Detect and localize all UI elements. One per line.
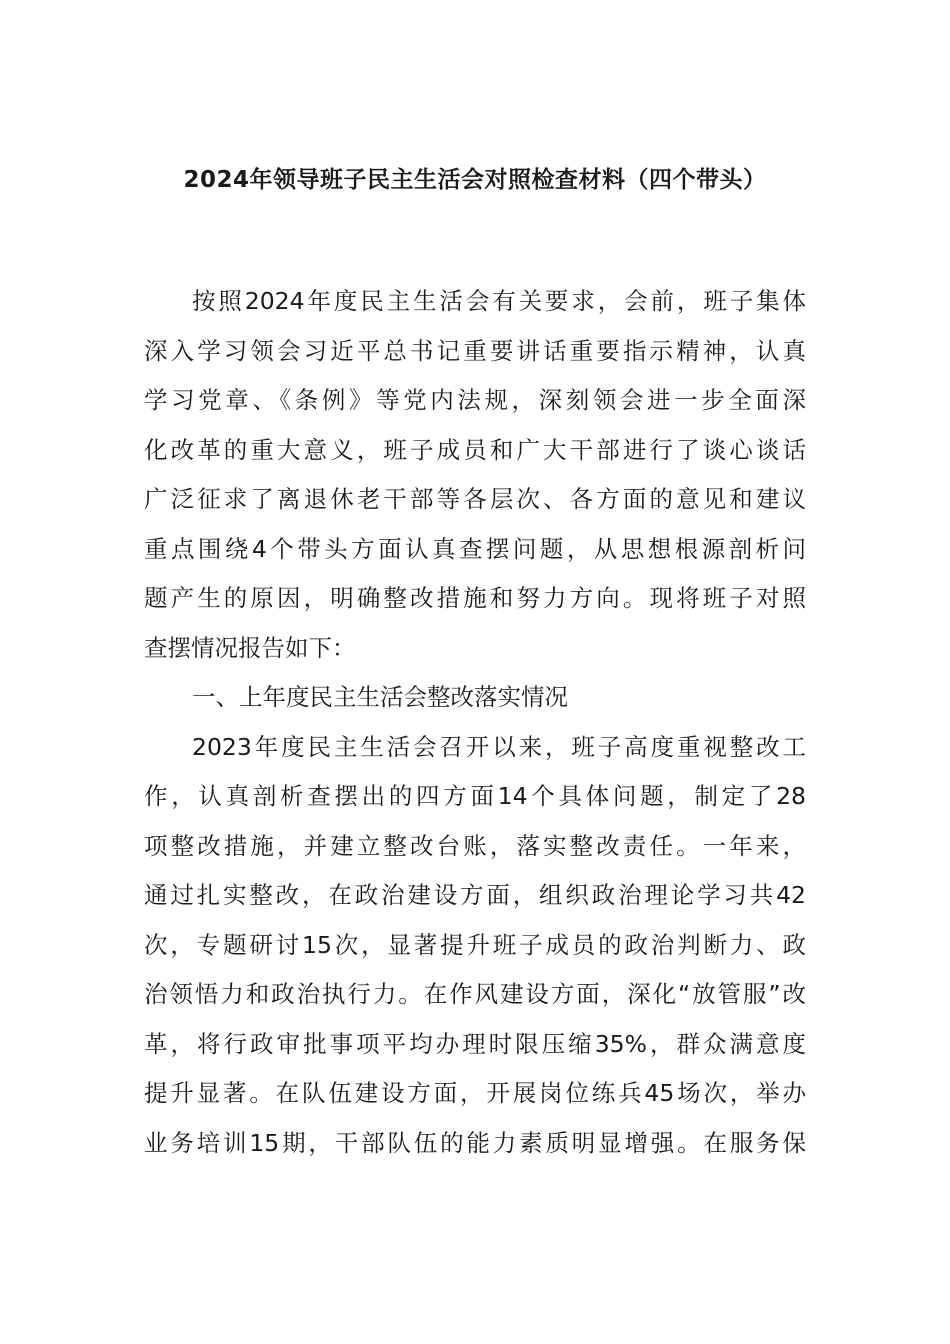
paragraph-line: 题产生的原因，明确整改措施和努力方向。现将班子对照 — [144, 584, 806, 612]
paragraph-line: 重点围绕4个带头方面认真查摆问题，从思想根源剖析问 — [144, 534, 806, 563]
paragraph-line: 业务培训15期，干部队伍的能力素质明显增强。在服务保 — [144, 1128, 806, 1157]
paragraph-line: 广泛征求了离退休老干部等各层次、各方面的意见和建议 — [144, 485, 806, 513]
paragraph-line: 化改革的重大意义，班子成员和广大干部进行了谈心谈话 — [144, 435, 806, 464]
paragraph-line: 按照2024年度民主生活会有关要求，会前，班子集体 — [192, 287, 806, 315]
paragraph-line: 治领悟力和政治执行力。在作风建设方面，深化“放管服”改 — [144, 980, 806, 1008]
paragraph-line: 次，专题研讨15次，显著提升班子成员的政治判断力、政 — [144, 930, 806, 959]
paragraph-line: 项整改措施，并建立整改台账，落实整改责任。一年来， — [144, 831, 806, 860]
section-heading: 一、上年度民主生活会整改落实情况 — [192, 683, 568, 711]
paragraph-line: 2023年度民主生活会召开以来，班子高度重视整改工 — [192, 732, 806, 761]
paragraph-line: 深入学习领会习近平总书记重要讲话重要指示精神，认真 — [144, 336, 806, 365]
document-title: 2024年领导班子民主生活会对照检查材料（四个带头） — [183, 167, 767, 193]
paragraph-line: 作，认真剖析查摆出的四方面14个具体问题，制定了28 — [144, 782, 806, 810]
paragraph-line: 学习党章、《条例》等党内法规，深刻领会进一步全面深 — [144, 386, 806, 414]
paragraph-line: 通过扎实整改，在政治建设方面，组织政治理论学习共42 — [144, 881, 806, 909]
document-body — [144, 277, 806, 1168]
paragraph-line: 提升显著。在队伍建设方面，开展岗位练兵45场次，举办 — [144, 1079, 806, 1107]
paragraph-line: 革，将行政审批事项平均办理时限压缩35%，群众满意度 — [144, 1029, 806, 1058]
paragraph-line: 查摆情况报告如下： — [144, 633, 356, 662]
